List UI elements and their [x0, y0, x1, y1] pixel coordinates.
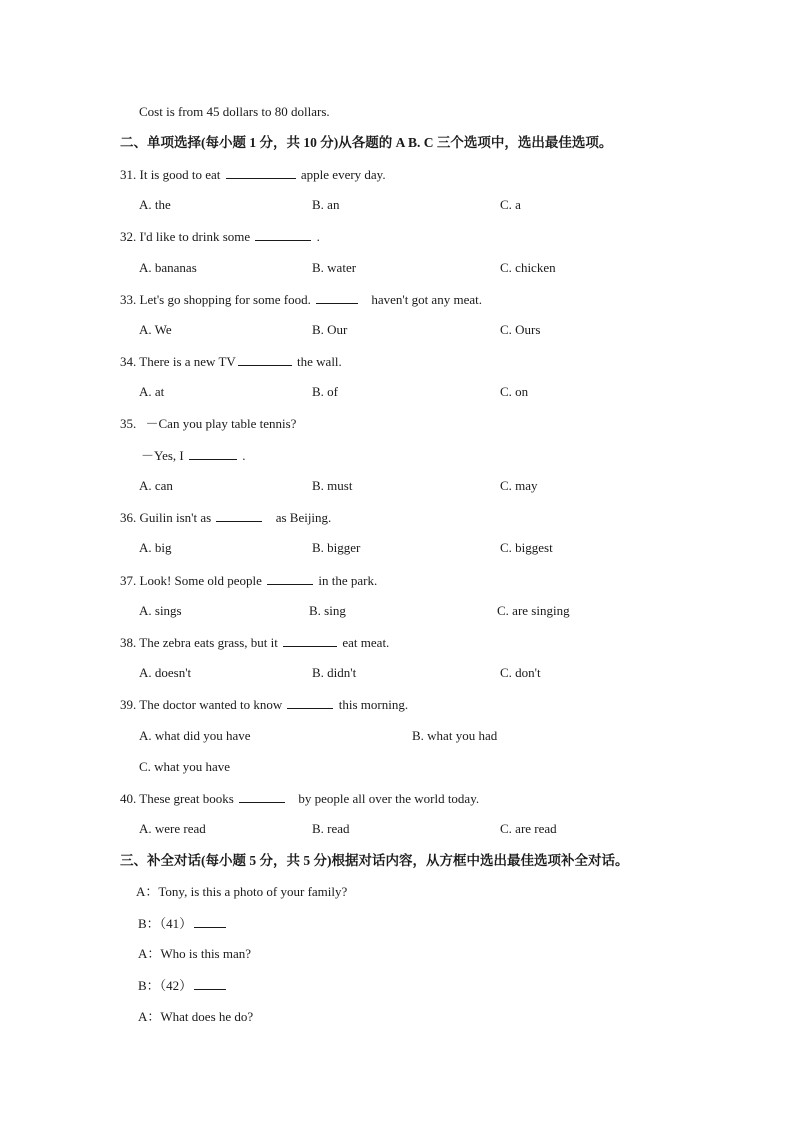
question-text: .: [316, 229, 320, 244]
answer-blank: [189, 447, 237, 460]
question-number: 36.: [120, 510, 137, 525]
answer-blank: [194, 915, 226, 928]
option-c: C. a: [500, 197, 521, 212]
cost-line: Cost is from 45 dollars to 80 dollars.: [139, 104, 330, 119]
dialogue-text: What does he do?: [160, 1009, 254, 1024]
question-text: .: [242, 448, 246, 463]
question-text: as Beijing.: [275, 510, 332, 525]
question-36: [120, 509, 331, 526]
answer-blank: [216, 509, 262, 522]
question-34: [120, 353, 342, 370]
answer-blank: [287, 696, 333, 709]
option-a: A. can: [139, 478, 173, 493]
question-text: －Yes, I: [141, 448, 184, 463]
option-a: A. bananas: [139, 260, 197, 275]
question-number: 37.: [120, 573, 137, 588]
option-a: A. big: [139, 540, 172, 555]
question-text: Look! Some old people: [139, 573, 262, 588]
section3-title: 三、补全对话(每小题 5 分，共 5 分)根据对话内容，从方框中选出最佳选项补全对话。: [120, 853, 629, 868]
question-38: [120, 634, 389, 651]
question-number: 32.: [120, 229, 137, 244]
option-c: C. don't: [500, 665, 541, 680]
question-number: 34.: [120, 354, 137, 369]
question-text: apple every day.: [300, 167, 386, 182]
question-32: [120, 228, 320, 245]
speaker-label: A：: [136, 884, 159, 899]
question-33: [120, 291, 482, 308]
dialogue-line: [138, 915, 228, 932]
question-text: There is a new TV: [139, 354, 236, 369]
option-a: A. We: [139, 322, 172, 337]
option-a: A. doesn't: [139, 665, 192, 680]
question-number: 39.: [120, 697, 137, 712]
question-31: [120, 166, 386, 183]
question-text: These great books: [139, 791, 234, 806]
option-b: B. bigger: [312, 540, 361, 555]
question-number: 33.: [120, 292, 137, 307]
option-c: C. are singing: [497, 603, 570, 618]
question-text: Let's go shopping for some food.: [139, 292, 311, 307]
option-b: B. must: [312, 478, 353, 493]
dialogue-text: Who is this man?: [160, 946, 252, 961]
answer-blank: [226, 166, 296, 179]
option-a: A. sings: [139, 603, 182, 618]
question-40: [120, 790, 479, 807]
option-b: B. water: [312, 260, 357, 275]
option-b: B. didn't: [312, 665, 357, 680]
question-number: 35.: [120, 416, 137, 431]
option-a: A. at: [139, 384, 165, 399]
dialogue-text: （42）: [159, 978, 193, 993]
option-a: A. the: [139, 197, 171, 212]
option-a: A. were read: [139, 821, 206, 836]
speaker-label: B：: [138, 978, 160, 993]
question-text: I'd like to drink some: [139, 229, 251, 244]
question-text: by people all over the world today.: [298, 791, 480, 806]
question-number: 31.: [120, 167, 137, 182]
option-c: C. chicken: [500, 260, 556, 275]
speaker-label: B：: [138, 916, 160, 931]
answer-blank: [316, 291, 358, 304]
question-text: haven't got any meat.: [371, 292, 482, 307]
question-text: The doctor wanted to know: [139, 697, 283, 712]
option-c: C. Ours: [500, 322, 541, 337]
question-text: －Can you play table tennis?: [145, 416, 297, 431]
option-b: B. an: [312, 197, 340, 212]
answer-blank: [194, 977, 226, 990]
question-number: 38.: [120, 635, 137, 650]
section2-title: 二、单项选择(每小题 1 分，共 10 分)从各题的 A B. C 三个选项中，选出最佳选项。: [120, 135, 613, 150]
option-c: C. may: [500, 478, 538, 493]
option-b: B. Our: [312, 322, 348, 337]
option-b: B. of: [312, 384, 338, 399]
answer-blank: [267, 572, 313, 585]
question-39: [120, 696, 408, 713]
question-35-answer-line: [141, 447, 246, 464]
dialogue-line: [138, 946, 251, 962]
option-c: C. biggest: [500, 540, 553, 555]
answer-blank: [238, 353, 292, 366]
speaker-label: A：: [138, 1009, 161, 1024]
speaker-label: A：: [138, 946, 161, 961]
dialogue-text: Tony, is this a photo of your family?: [158, 884, 348, 899]
question-35: [120, 416, 296, 432]
question-text: eat meat.: [342, 635, 390, 650]
question-number: 40.: [120, 791, 137, 806]
answer-blank: [255, 228, 311, 241]
question-text: The zebra eats grass, but it: [139, 635, 278, 650]
dialogue-line: [138, 1009, 253, 1025]
question-text: It is good to eat: [139, 167, 221, 182]
question-37: [120, 572, 377, 589]
dialogue-line: [136, 884, 347, 900]
question-text: in the park.: [318, 573, 378, 588]
option-c: C. what you have: [139, 759, 230, 774]
question-text: Guilin isn't as: [139, 510, 212, 525]
option-c: C. are read: [500, 821, 557, 836]
dialogue-text: （41）: [159, 916, 193, 931]
answer-blank: [239, 790, 285, 803]
option-b: B. what you had: [412, 728, 498, 743]
option-a: A. what did you have: [139, 728, 251, 743]
option-b: B. read: [312, 821, 350, 836]
option-c: C. on: [500, 384, 529, 399]
question-text: the wall.: [297, 354, 342, 369]
dialogue-line: [138, 977, 228, 994]
answer-blank: [283, 634, 337, 647]
option-b: B. sing: [309, 603, 346, 618]
question-text: this morning.: [338, 697, 409, 712]
